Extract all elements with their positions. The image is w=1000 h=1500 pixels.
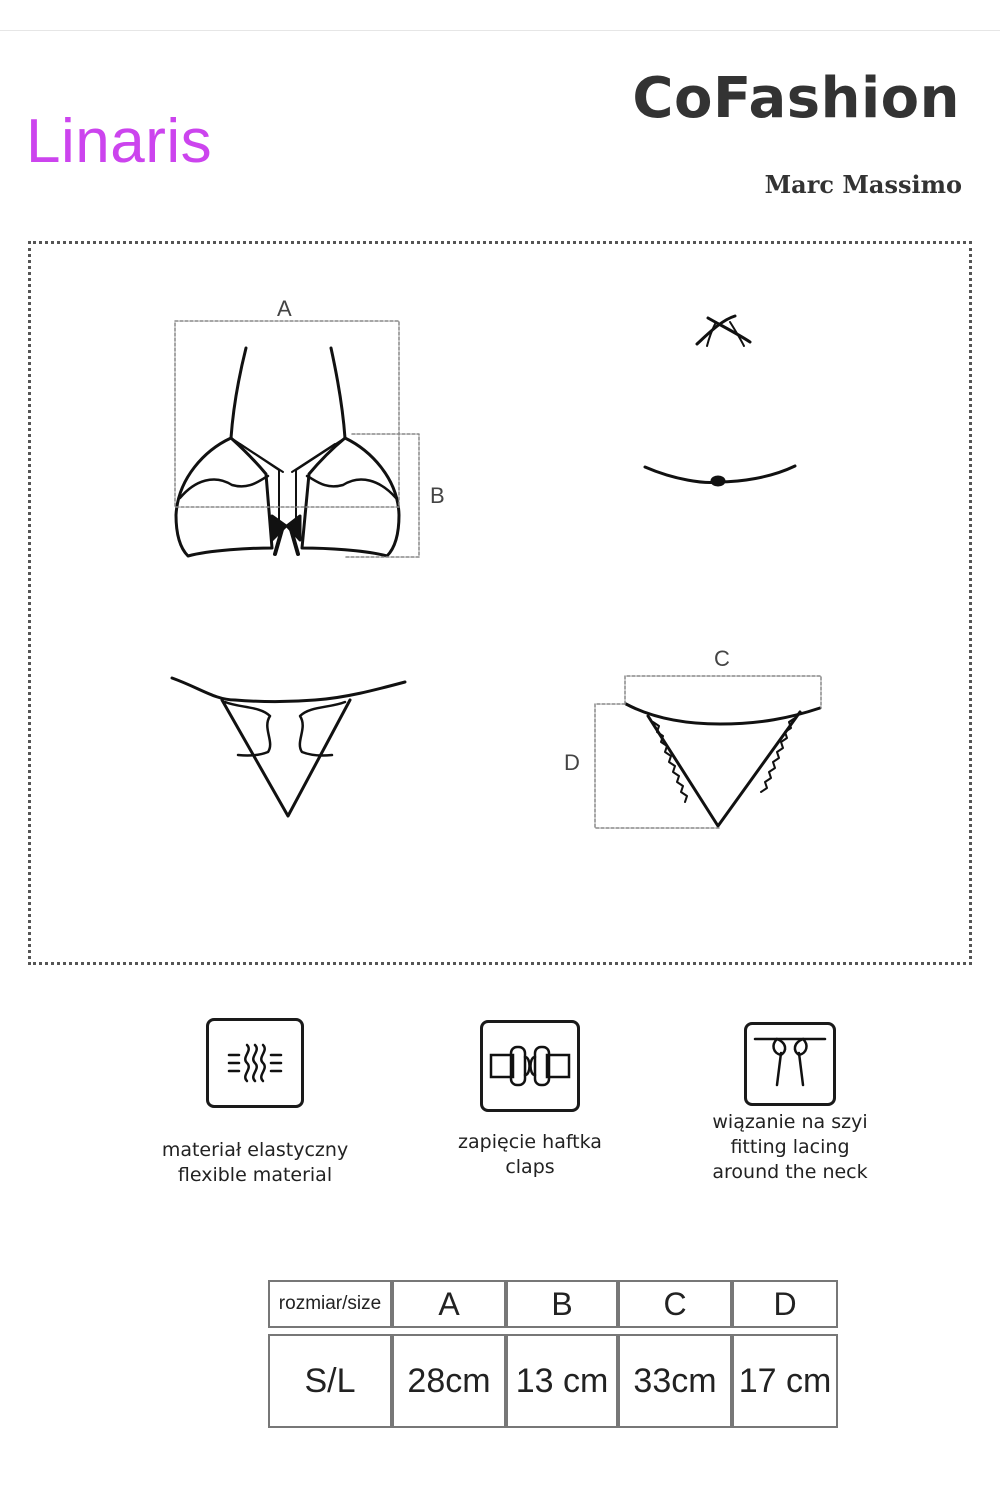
dimension-label-b: B xyxy=(430,483,445,508)
feature-line: flexible material xyxy=(177,1164,333,1186)
feature-line: wiązanie na szyi xyxy=(712,1111,868,1133)
brand-logo-linaris: Linaris xyxy=(26,107,213,176)
hook-clasp-icon xyxy=(480,1020,580,1112)
dimension-c-bracket xyxy=(625,676,821,708)
table-cell: S/L xyxy=(268,1334,392,1428)
size-table xyxy=(268,1280,838,1428)
neck-tie-drawing xyxy=(645,316,795,485)
feature-line: fitting lacing xyxy=(730,1136,850,1158)
sub-brand-label: Marc Massimo xyxy=(764,170,962,199)
table-header-row xyxy=(268,1280,838,1328)
thong-front-drawing xyxy=(172,678,405,816)
bra-drawing xyxy=(176,348,399,556)
dimension-label-d: D xyxy=(564,750,580,775)
table-cell: 28cm xyxy=(392,1334,506,1428)
table-row xyxy=(268,1334,838,1428)
header-cell: D xyxy=(732,1280,838,1328)
header-cell: A xyxy=(392,1280,506,1328)
header-cell: B xyxy=(506,1280,618,1328)
feature-neck-tie xyxy=(690,1022,890,1185)
dimension-label-c: C xyxy=(714,646,730,671)
feature-line: materiał elastyczny xyxy=(161,1139,349,1161)
feature-line: claps xyxy=(505,1156,555,1178)
header-cell: C xyxy=(618,1280,732,1328)
feature-line: around the neck xyxy=(712,1161,868,1183)
dimension-b-bracket xyxy=(345,434,419,557)
table-cell: 13 cm xyxy=(506,1334,618,1428)
stretch-waves-icon xyxy=(206,1018,304,1108)
table-cell: 33cm xyxy=(618,1334,732,1428)
feature-flexible-material xyxy=(155,1018,355,1188)
feature-hook-clasp xyxy=(430,1020,630,1180)
brand-logo-cofashion: CoFashion xyxy=(632,66,960,131)
dimension-label-a: A xyxy=(277,296,292,321)
thong-back-drawing xyxy=(626,704,820,826)
header-cell: rozmiar/size xyxy=(268,1280,392,1328)
neck-tie-icon xyxy=(744,1022,836,1106)
feature-line: zapięcie haftka xyxy=(458,1131,602,1153)
table-cell: 17 cm xyxy=(732,1334,838,1428)
